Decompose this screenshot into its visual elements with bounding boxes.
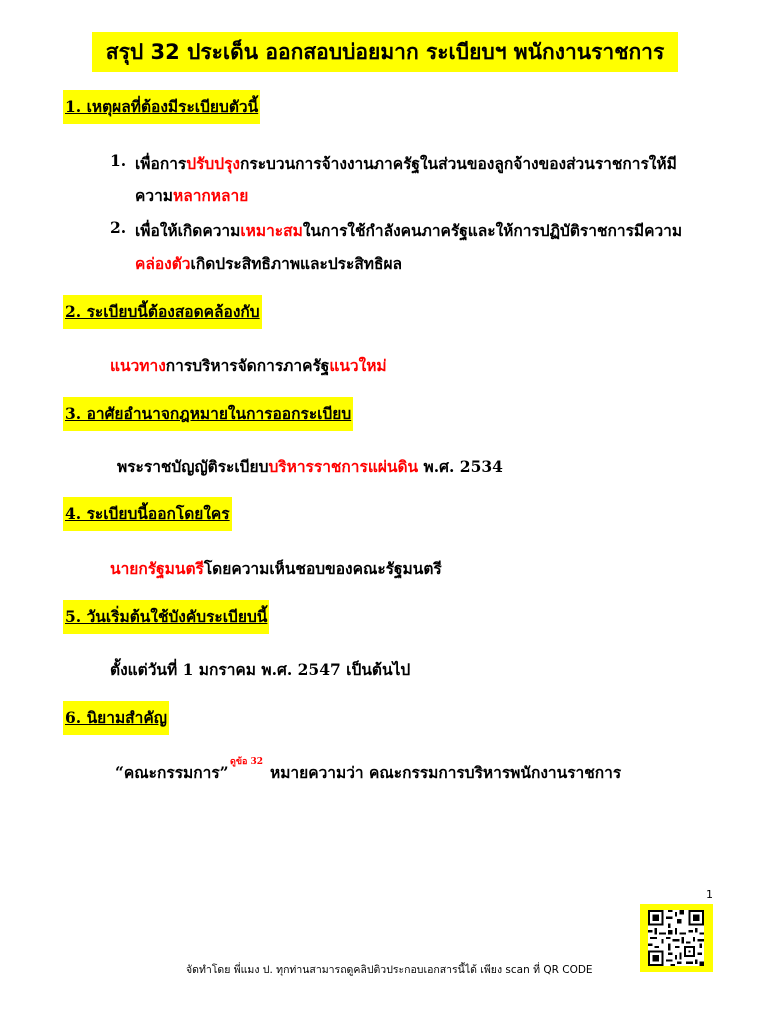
section-heading-1: 1. เหตุผลที่ต้องมีระเบียบตัวนี้ — [63, 90, 260, 124]
footnote-reference: ดูข้อ 32 — [230, 757, 264, 767]
section-2-body: แนวทางการบริหารจัดการภาครัฐแนวใหม่ — [110, 356, 387, 375]
section-heading-4: 4. ระเบียบนี้ออกโดยใคร — [63, 497, 232, 531]
emphasis-text: บริหารราชการแผ่นดิน — [268, 457, 419, 476]
section-heading-2: 2. ระเบียบนี้ต้องสอดคล้องกับ — [63, 295, 262, 329]
section-3-body: พระราชบัญญัติระเบียบบริหารราชการแผ่นดิน พ.ศ. 2534 — [117, 457, 503, 476]
emphasis-text: คล่องตัว — [135, 254, 191, 273]
section-heading-5: 5. วันเริ่มต้นใช้บังคับระเบียบนี้ — [63, 600, 269, 634]
item-number: 2. — [110, 218, 127, 237]
reason-item-1-line-1: เพื่อการปรับปรุงกระบวนการจ้างงานภาครัฐในส่วนของลูกจ้างของส่วนราชการให้มี — [135, 154, 677, 173]
definition-text: หมายความว่า คณะกรรมการบริหารพนักงานราชการ — [270, 763, 622, 782]
emphasis-text: เหมาะสม — [240, 221, 303, 240]
qr-code-icon[interactable] — [648, 910, 704, 966]
footer-credit: จัดทำโดย พี่แมง ป. ทุกท่านสามารถดูคลิปติวประกอบเอกสารนี้ได้ เพียง scan ที่ QR CODE — [186, 964, 593, 976]
section-heading-6: 6. นิยามสำคัญ — [63, 701, 169, 735]
document-title: สรุป 32 ประเด็น ออกสอบบ่อยมาก ระเบียบฯ พนักงานราชการ — [92, 32, 678, 72]
reason-item-1-line-2: ความหลากหลาย — [135, 186, 249, 205]
emphasis-text: แนวทาง — [110, 356, 166, 375]
section-heading-3: 3. อาศัยอำนาจกฎหมายในการออกระเบียบ — [63, 397, 353, 431]
emphasis-text: นายกรัฐมนตรี — [110, 559, 204, 578]
emphasis-text: ปรับปรุง — [186, 154, 240, 173]
reason-item-2-line-1: เพื่อให้เกิดความเหมาะสมในการใช้กำลังคนภาครัฐและให้การปฏิบัติราชการมีความ — [135, 221, 683, 240]
page-number: 1 — [706, 888, 713, 901]
item-number: 1. — [110, 151, 127, 170]
emphasis-text: แนวใหม่ — [329, 356, 387, 375]
section-5-body: ตั้งแต่วันที่ 1 มกราคม พ.ศ. 2547 เป็นต้นไป — [110, 660, 411, 679]
section-4-body: นายกรัฐมนตรีโดยความเห็นชอบของคณะรัฐมนตรี — [110, 559, 442, 578]
emphasis-text: หลากหลาย — [173, 186, 249, 205]
definition-term: “คณะกรรมการ” — [115, 763, 229, 782]
reason-item-2-line-2: คล่องตัวเกิดประสิทธิภาพและประสิทธิผล — [135, 254, 403, 273]
